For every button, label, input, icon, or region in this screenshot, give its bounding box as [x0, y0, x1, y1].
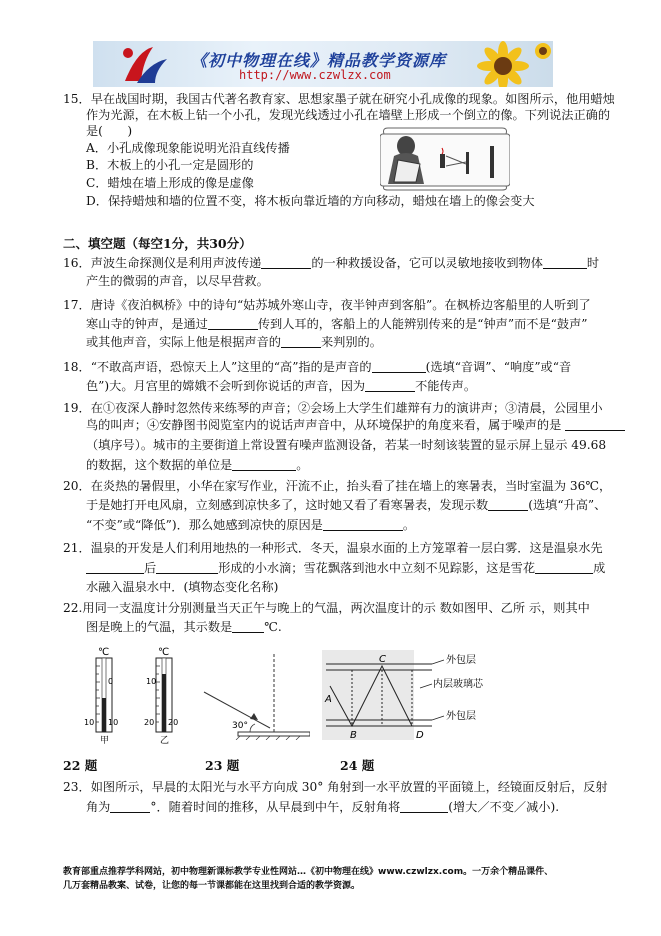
q20-text-a: 于是她打开电风扇，立刻感到凉快多了，这时她又看了看寒暑表，发现示数: [86, 498, 489, 512]
fiber-point-b: B: [350, 730, 357, 740]
q20-blank-2[interactable]: [323, 518, 403, 531]
q16-text-b: 的一种救援设备，它可以灵敏地接收到物体: [311, 256, 543, 270]
q16-line2: 产生的微弱的声音，以尽早营救。: [86, 274, 269, 288]
q19-blank-2[interactable]: [232, 458, 296, 471]
q17-text-c: 或其他声音，实际上他是根据声音的: [86, 335, 281, 349]
thermo-right-unit: ℃: [158, 647, 170, 658]
q17-line1: 17．唐诗《夜泊枫桥》中的诗句“姑苏城外寒山寺，夜半钟声到客船”。在枫桥边客船里的人听到了: [63, 298, 591, 312]
banner-title: 《初中物理在线》精品教学资源库: [191, 51, 447, 70]
q17-blank-2[interactable]: [281, 335, 321, 348]
q15-line3: 是( ): [86, 124, 133, 138]
q17-blank-1[interactable]: [208, 317, 258, 330]
q20-line3: [86, 518, 415, 533]
q22-text-b: ℃.: [264, 620, 282, 634]
q16-text-a: 16．声波生命探测仪是利用声波传递: [63, 256, 262, 270]
fiber-point-a: A: [325, 694, 332, 705]
q19-line2: [86, 418, 625, 433]
q23-line1: 23．如图所示，早晨的太阳光与水平方向成 30° 角射到一水平放置的平面镜上，经镜面反射后，反射: [63, 780, 608, 794]
q23-text-c: (增大／不变／减小).: [448, 800, 560, 814]
section-2-heading: 二、填空题（每空1分，共30分）: [63, 236, 252, 251]
q18-text-d: 不能传声。: [415, 379, 477, 393]
page-footer: [63, 865, 553, 893]
fiber-label-outer-top: 外包层: [446, 655, 476, 666]
q16-text-c: 时: [586, 256, 600, 270]
q20-line1: 20．在炎热的暑假里，小华在家写作业，汗流不止，抬头看了挂在墙上的寒暑表，当时室温为 36℃，: [63, 479, 612, 493]
thermo-label-jia: 甲: [100, 736, 110, 746]
q20-blank-1[interactable]: [488, 498, 528, 511]
figure-24-optical-fiber: [322, 650, 492, 740]
q21-blank-3[interactable]: [535, 561, 593, 574]
figure-23-mirror: [200, 650, 310, 740]
q21-blank-2[interactable]: [156, 561, 218, 574]
caption-24: 24 题: [340, 758, 375, 773]
fiber-point-c: C: [379, 654, 386, 665]
q22-line1: 22.用同一支温度计分别测量当天正午与晚上的气温，两次温度计的示 数如图甲、乙所 示，则其中: [63, 601, 590, 615]
q17-line3: [86, 335, 382, 350]
q18-text-b: (选填“音调”、“响度”或“音: [425, 360, 572, 374]
q21-line2: [86, 561, 605, 576]
q19-text-a: 鸟的叫声；④安静图书阅览室内的说话声声音中，从环境保护的角度来看，属于噪声的是: [86, 418, 562, 432]
angle-label: 30°: [232, 721, 248, 731]
mozi-pinhole-illustration: [380, 124, 510, 192]
thermo-right-mark-2: 20: [144, 718, 155, 727]
logo-icon: [115, 41, 175, 87]
q19-text-c: 。: [296, 458, 309, 472]
q15-option-a: A．小孔成像现象能说明光沿直线传播: [86, 141, 290, 155]
footer-line-2: 几万套精品教案、试卷，让您的每一节课都能在这里找到合适的教学资源。: [63, 881, 361, 891]
q17-line2: [86, 317, 588, 332]
q21-text-b: 形成的小水滴；雪花飘落到池水中立刻不见踪影，这是雪花: [218, 561, 536, 575]
fiber-label-outer-bottom: 外包层: [446, 711, 476, 722]
q21-text-c: 成: [593, 561, 606, 575]
thermo-left-mark-1: 0: [108, 677, 114, 686]
q18-blank-1[interactable]: [372, 360, 426, 373]
q16-line1: [63, 256, 599, 271]
q16-blank-2[interactable]: [543, 256, 587, 269]
q17-text-d: 来判别的。: [321, 335, 382, 349]
q21-line1: 21．温泉的开发是人们利用地热的一种形式．冬天，温泉水面的上方笼罩着一层白雾．这是温泉水先: [63, 541, 603, 555]
site-banner: [93, 41, 553, 87]
thermo-left-mark-3: 10: [108, 718, 119, 727]
q19-line1: 19．在①夜深人静时忽然传来练琴的声音；②会场上大学生们雄辩有力的演讲声；③清晨，公园里小: [63, 401, 603, 415]
sunflower-icon: [463, 41, 553, 87]
q21-text-a: 后: [144, 561, 157, 575]
caption-22: 22 题: [63, 758, 98, 773]
q17-text-a: 寒山寺的钟声，是通过: [86, 317, 208, 331]
q20-text-b: (选填“升高”、: [528, 498, 607, 512]
thermo-label-yi: 乙: [160, 736, 170, 746]
q16-blank-1[interactable]: [261, 256, 311, 269]
figure-22-thermometers: [78, 646, 188, 746]
q15-line1: 15．早在战国时期，我国古代著名教育家、思想家墨子就在研究小孔成像的现象。如图所示，他用蜡烛: [63, 92, 615, 106]
q23-text-a: 角为: [86, 800, 111, 814]
q23-blank-2[interactable]: [400, 800, 448, 813]
fiber-point-d: D: [416, 730, 424, 740]
q19-text-b: 的数据，这个数据的单位是: [86, 458, 233, 472]
thermo-right-mark-3: 20: [168, 718, 179, 727]
q22-text-a: 图是晚上的气温，其示数是: [86, 620, 233, 634]
q19-line4: [86, 458, 308, 473]
q18-line2: [86, 379, 476, 394]
q21-blank-1[interactable]: [86, 561, 144, 574]
q22-blank-1[interactable]: [232, 620, 264, 633]
q21-line3: 水融入温泉水中．(填物态变化名称): [86, 580, 279, 594]
q15-option-c: C．蜡烛在墙上形成的像是虚像: [86, 176, 254, 190]
q19-line3: （填序号）。城市的主要街道上常设置有噪声监测设备，若某一时刻该装置的显示屏上显示 49.68: [86, 438, 607, 452]
q23-blank-1[interactable]: [110, 800, 150, 813]
q18-text-a: 18．“不敢高声语，恐惊天上人”这里的“高”指的是声音的: [63, 360, 372, 374]
banner-url: http://www.czwlzx.com: [239, 68, 391, 82]
q15-option-b: B．木板上的小孔一定是圆形的: [86, 158, 254, 172]
q15-option-d: D．保持蜡烛和墙的位置不变，将木板向靠近墙的方向移动，蜡烛在墙上的像会变大: [86, 194, 535, 208]
q20-text-d: 。: [402, 518, 416, 532]
q20-line2: [86, 498, 606, 513]
q18-line1: [63, 360, 571, 375]
q19-blank-1[interactable]: [565, 418, 625, 431]
q18-blank-2[interactable]: [365, 379, 415, 392]
q15-line2: 作为光源，在木板上钻一个小孔，发现光线透过小孔在墙壁上形成一个倒立的像。下列说法正确的: [86, 108, 611, 122]
thermo-right-mark-1: 10: [146, 677, 157, 686]
q20-text-c: “不变”或“降低”)．那么她感到凉快的原因是: [86, 518, 323, 532]
footer-line-1: 教育部重点推荐学科网站，初中物理新课标教学专业性网站…《初中物理在线》www.czwlzx.com。一万余个精品课件、: [63, 867, 554, 877]
thermo-left-mark-2: 10: [84, 718, 95, 727]
q18-text-c: 色”)大。月宫里的嫦娥不会听到你说话的声音，因为: [86, 379, 366, 393]
q23-line2: [86, 800, 559, 815]
q23-text-b: °．随着时间的推移，从早晨到中午，反射角将: [150, 800, 401, 814]
q17-text-b: 传到人耳的，客船上的人能辨别传来的是“钟声”而不是“鼓声”: [257, 317, 588, 331]
fiber-label-core: 内层玻璃芯: [433, 679, 483, 690]
thermo-left-unit: ℃: [98, 647, 110, 658]
caption-23: 23 题: [205, 758, 240, 773]
q22-line2: [86, 620, 282, 635]
